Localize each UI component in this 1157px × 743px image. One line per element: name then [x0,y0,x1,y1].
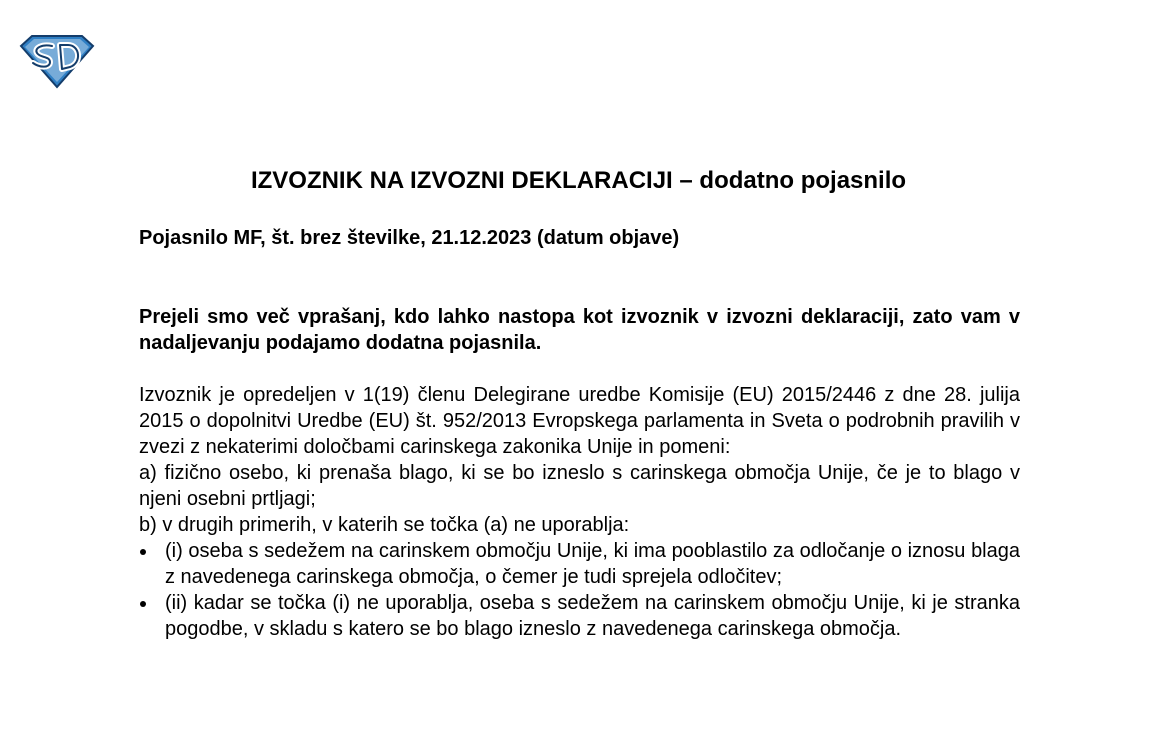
bullet-icon [140,601,146,607]
bullet-icon [140,549,146,555]
bullet-text: (ii) kadar se točka (i) ne uporablja, oseba s sedežem na carinskem območju Unije, ki je stranka pogodbe, v skladu s katero se bo blago izneslo z navedenega carinskega območja. [165,592,1020,640]
list-item [139,590,1020,642]
intro-paragraph: Prejeli smo več vprašanj, kdo lahko nastopa kot izvoznik v izvozni deklaraciji, zato vam v nadaljevanju podajamo dodatna pojasnila. [139,306,1020,354]
document-subtitle: Pojasnilo MF, št. brez številke, 21.12.2023 (datum objave) [139,227,680,249]
document-body [139,304,1020,642]
point-a: a) fizično osebo, ki prenaša blago, ki se bo izneslo s carinskega območja Unije, če je to blago v njeni osebni prtljagi; [139,462,1020,510]
document-title: IZVOZNIK NA IZVOZNI DEKLARACIJI – dodatno pojasnilo [250,167,907,194]
bullet-list [139,538,1020,642]
list-item [139,538,1020,590]
bullet-text: (i) oseba s sedežem na carinskem območju Unije, ki ima pooblastilo za odločanje o iznosu blaga z navedenega carinskega območja, o čemer je tudi sprejela odločitev; [165,540,1020,588]
definition-paragraph: Izvoznik je opredeljen v 1(19) členu Delegirane uredbe Komisije (EU) 2015/2446 z dne 28. julija 2015 o dopolnitvi Uredbe (EU) št. 952/2013 Evropskega parlamenta in Sveta o podrobnih pravilih v zvezi z nekaterimi določbami carinskega zakonika Unije in pomeni: [139,384,1020,458]
point-b: b) v drugih primerih, v katerih se točka (a) ne uporablja: [139,514,630,536]
shield-logo-icon [18,30,96,90]
company-logo [18,30,96,90]
